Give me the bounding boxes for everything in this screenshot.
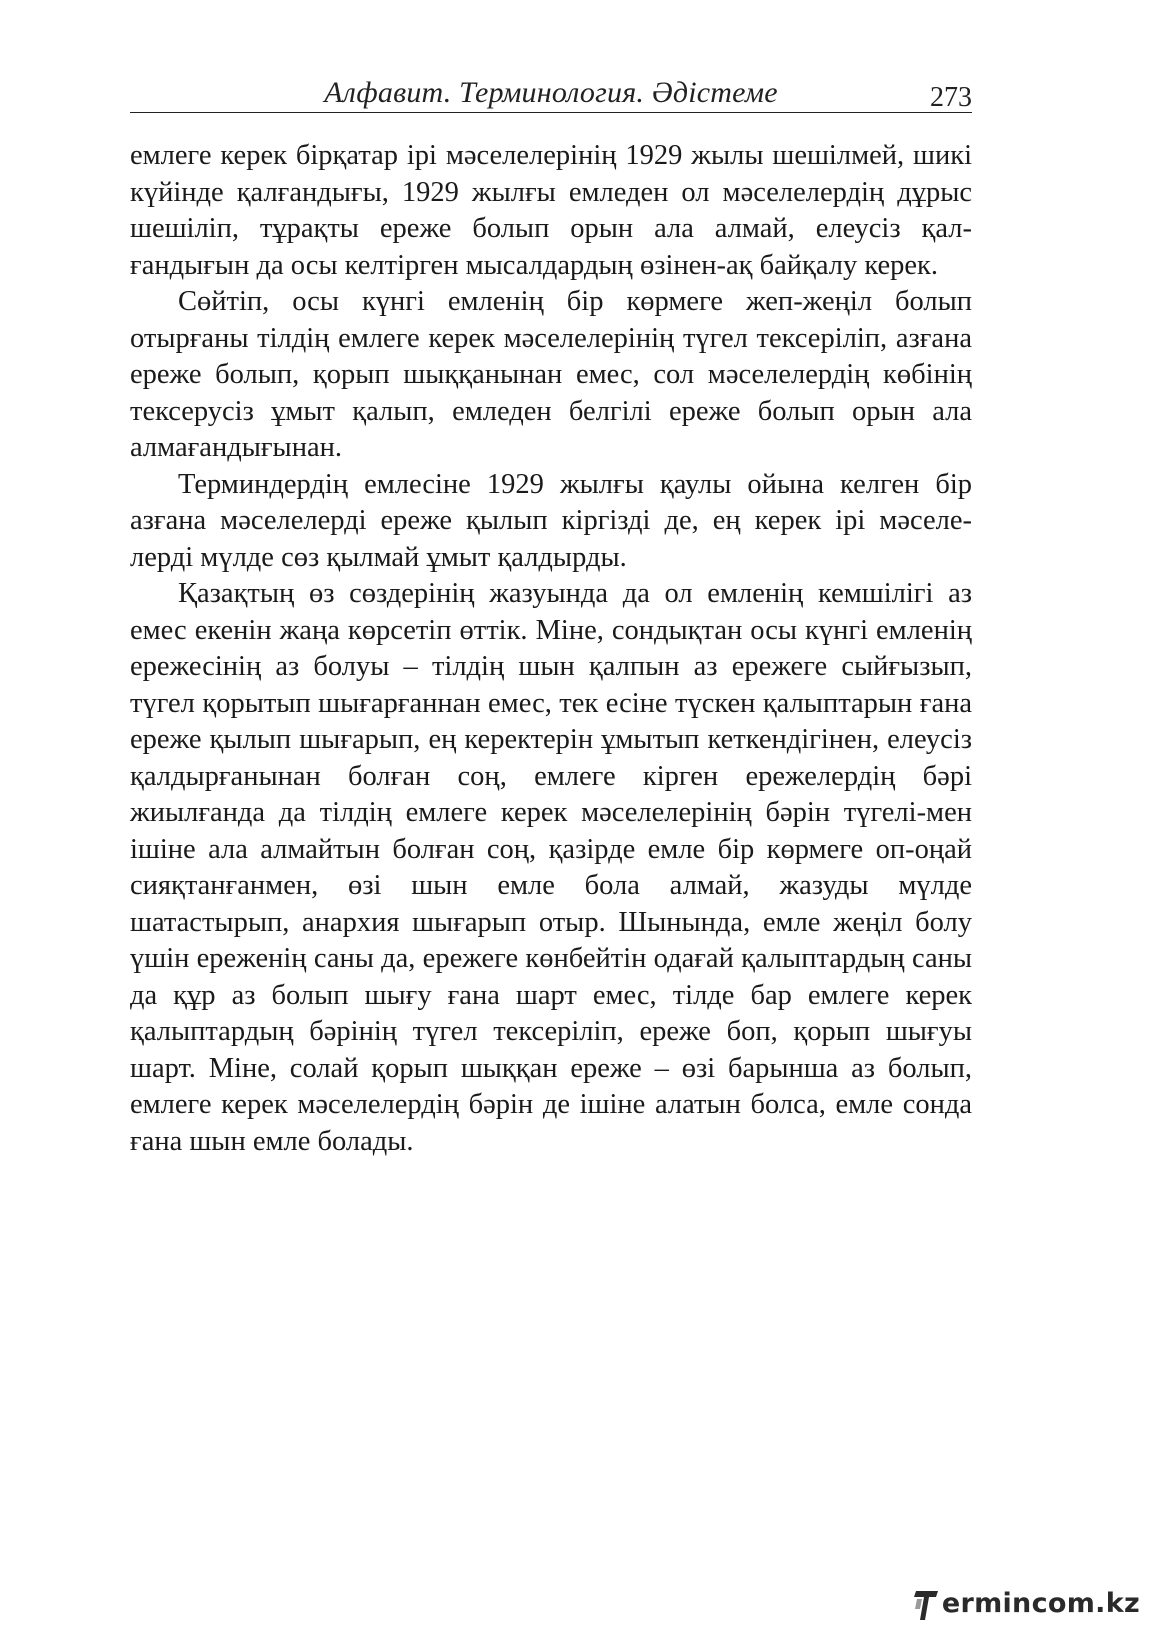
paragraph: Терминдердің емлесіне 1929 жылғы қаулы ойына келген бір азғана мәселелерді ереже қылып кіргізді де, ең керек ірі мәселе-лерді мүлде сөз қылмай ұмыт қалдырды. (130, 468, 972, 573)
page-number: 273 (930, 82, 972, 113)
logo-t-icon (914, 1587, 940, 1621)
paragraph: Сөйтіп, осы күнгі емленің бір көрмеге жеп-жеңіл болып отырғаны тілдің емлеге керек мәселелерінің түгел тексеріліп, азғана ереже болып, қорып шыққанынан емес, сол мәселелердің көбінің тексерусіз ұмыт қалып, емледен белгілі ереже болып орын ала алмағандығынан. (130, 286, 972, 463)
body-text (130, 138, 972, 1160)
paragraph: емлеге керек бірқатар ірі мәселелерінің 1929 жылы шешілмей, шикі күйінде қалғандығы, 1929 жылғы емледен ол мәселелердің дұрыс шешіліп, тұрақты ереже болып орын ала алмай, елеусіз қал-ғандығын да осы келтірген мысалдардың өзінен-ақ байқалу керек. (130, 140, 972, 281)
running-header (130, 74, 972, 113)
watermark-text: ermincom.kz (941, 1588, 1140, 1619)
paragraph: Қазақтың өз сөздерінің жазуында да ол емленің кемшілігі аз емес екенін жаңа көрсетіп өттік. Міне, сондықтан осы күнгі емленің ережесінің аз болуы – тілдің шын қалпын аз ережеге сыйғызып, түгел қорытып шығарғаннан емес, тек есіне түскен қалыптарын ғана ереже қылып шығарып, ең керектерін ұмытып кеткендігінен, елеусіз қалдырғанынан болған соң, емлеге кірген ережелердің бәрі жиылғанда да тілдің емлеге керек мәселелерінің бәрін түгелі-мен ішіне ала алмайтын болған соң, қазірде емле бір көрмеге оп-оңай сияқтанғанмен, өзі шын емле бола алмай, жазуды мүлде шатастырып, анархия шығарып отыр. Шынында, емле жеңіл болу үшін ереженің саны да, ережеге көнбейтін одағай қалыптардың саны да құр аз болып шығу ғана шарт емес, тілде бар емлеге керек қалыптардың бәрінің түгел тексеріліп, ереже боп, қорып шығуы шарт. Міне, солай қорып шыққан ереже – өзі барынша аз болып, емлеге керек мәселелердің бәрін де ішіне алатын болса, емле сонда ғана шын емле болады. (130, 578, 972, 1157)
watermark-logo (914, 1581, 1140, 1621)
running-title: Алфавит. Терминология. Әдістеме (324, 76, 778, 109)
